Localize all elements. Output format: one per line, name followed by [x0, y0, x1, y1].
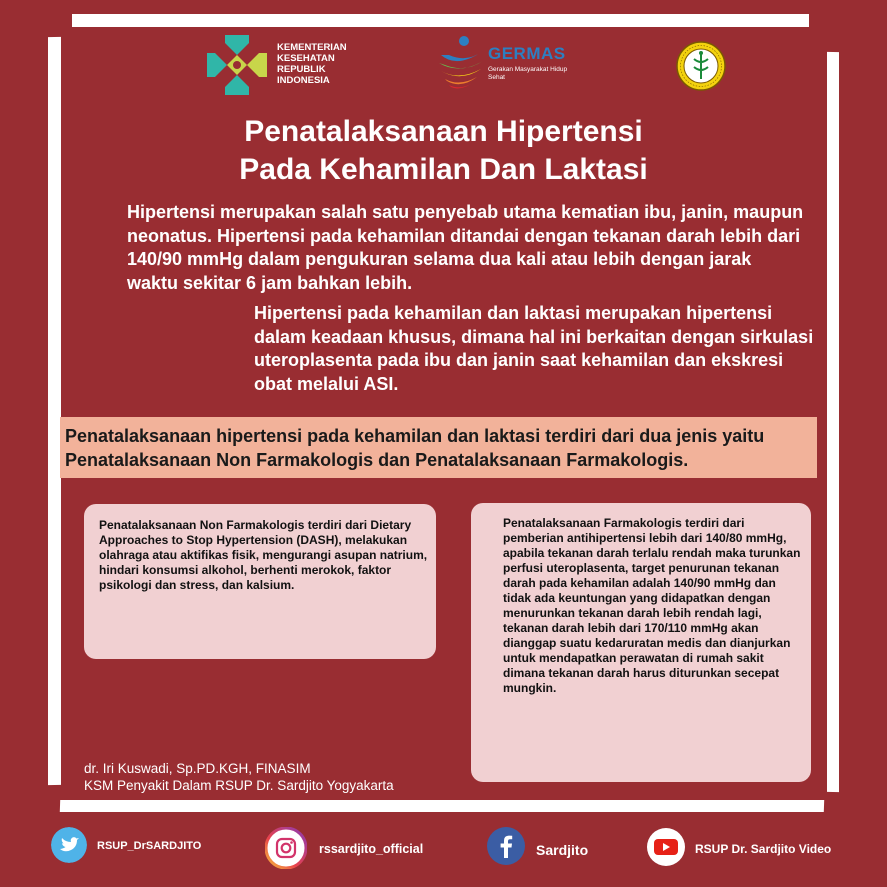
author-affiliation: KSM Penyakit Dalam RSUP Dr. Sardjito Yogyakarta	[84, 778, 394, 793]
frame-top	[72, 14, 809, 27]
youtube-icon	[646, 827, 686, 867]
twitter-icon	[51, 827, 87, 863]
rs-sardjito-seal	[676, 41, 726, 91]
germas-title: GERMAS	[488, 44, 566, 63]
title-line-2: Pada Kehamilan Dan Laktasi	[239, 153, 648, 186]
kemenkes-logo	[205, 33, 269, 97]
germas-logo	[437, 35, 487, 90]
kemenkes-line: INDONESIA	[277, 75, 330, 86]
facebook-handle: Sardjito	[536, 842, 589, 858]
frame-bottom	[60, 800, 824, 812]
non-pharmacological-text: Penatalaksanaan Non Farmakologis terdiri dari Dietary Approaches to Stop Hypertension (DASH), melakukan olahraga atau aktifikas fisik, mengurangi asupan natrium, hindari konsumsi alkohol, berhenti merokok, faktor psikologi dan stress, dan kalsium.	[99, 518, 428, 592]
facebook-icon	[487, 827, 525, 865]
special-hypertension-paragraph: Hipertensi pada kehamilan dan laktasi merupakan hipertensi dalam keadaan khusus, dimana hal ini berkaitan dengan sirkulasi uteroplasenta pada ibu dan janin saat kehamilan dan ekskresi obat melalui ASI.	[254, 303, 814, 394]
instagram-icon	[265, 827, 307, 869]
author-name: dr. Iri Kuswadi, Sp.PD.KGH, FINASIM	[84, 761, 311, 776]
instagram-handle: rssardjito_official	[319, 842, 424, 856]
kemenkes-line: KEMENTERIAN	[277, 42, 347, 53]
intro-paragraph: Hipertensi merupakan salah satu penyebab utama kematian ibu, janin, maupun neonatus. Hipertensi pada kehamilan ditandai dengan tekanan darah lebih dari 140/90 mmHg dalam pengukuran selama dua kali atau lebih dengan jarak waktu sekitar 6 jam bahkan lebih.	[127, 202, 804, 293]
kemenkes-text	[277, 42, 347, 86]
twitter-handle: RSUP_DrSARDJITO	[97, 840, 202, 852]
title-line-1: Penatalaksanaan Hipertensi	[244, 115, 643, 148]
summary-banner-text: Penatalaksanaan hipertensi pada kehamilan dan laktasi terdiri dari dua jenis yaitu Penatalaksanaan Non Farmakologis dan Penatalaksanaan Farmakologis.	[65, 426, 765, 470]
page-title	[0, 113, 887, 189]
youtube-handle: RSUP Dr. Sardjito Video	[695, 842, 832, 856]
kemenkes-line: KESEHATAN	[277, 53, 335, 64]
author-credit	[84, 760, 394, 794]
pharmacological-text: Penatalaksanaan Farmakologis terdiri dari pemberian antihipertensi lebih dari 140/80 mmHg, apabila tekanan darah terlalu rendah maka turunkan perfusi uteroplasenta, target penurunan tekanan darah pada kehamilan adalah 140/90 mmHg dan tidak ada keuntungan yang didapatkan dengan menurunkan tekanan darah lebih rendah lagi, tekanan darah lebih dari 170/110 mmHg akan dianggap suatu kedaruratan medis dan dianjurkan untuk mendapatkan perawatan di rumah sakit dimana tekanan darah harus diturunkan secepat mungkin.	[503, 516, 801, 695]
germas-subtitle: Gerakan Masyarakat Hidup Sehat	[488, 66, 568, 81]
kemenkes-line: REPUBLIK	[277, 64, 326, 75]
